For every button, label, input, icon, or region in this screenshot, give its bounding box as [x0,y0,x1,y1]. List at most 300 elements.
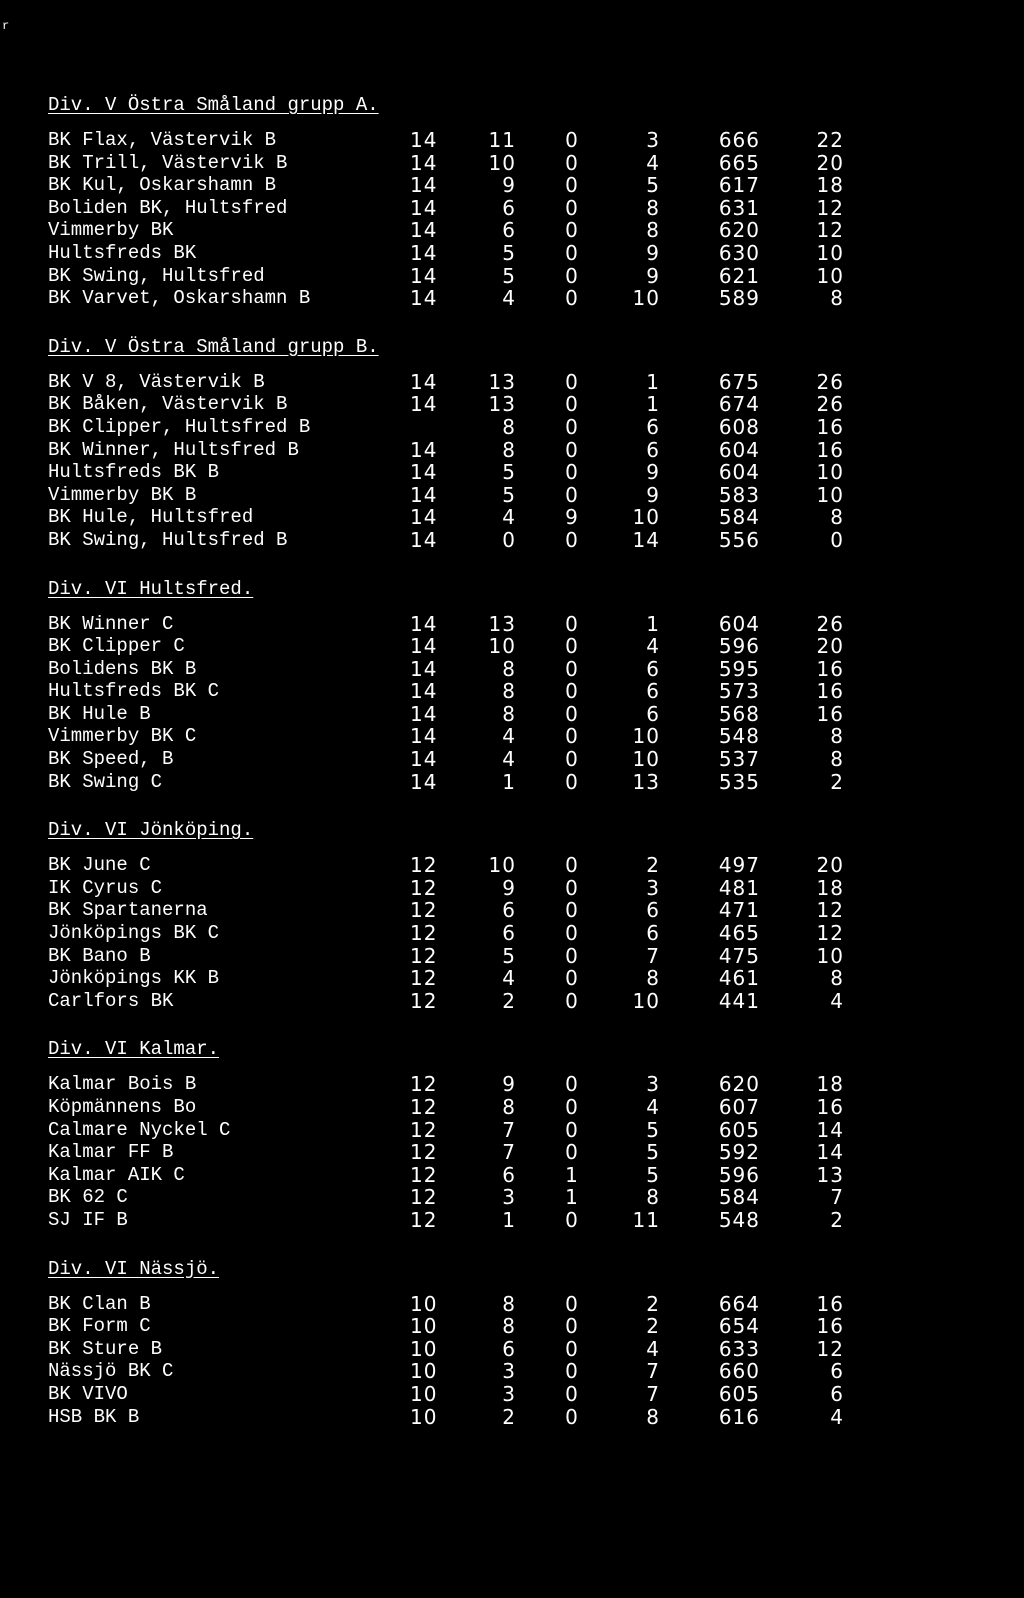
points: 4 [830,988,844,1013]
table-row [0,967,1024,990]
team-name: SJ IF B [48,1208,128,1231]
wins: 6 [502,218,516,243]
points: 10 [816,482,844,507]
games-played: 12 [410,1162,438,1187]
team-name: Hultsfreds BK C [48,680,220,703]
points: 16 [816,437,844,462]
games-played: 14 [410,369,438,394]
losses: 14 [632,527,660,552]
score: 573 [718,679,760,704]
losses: 6 [646,679,660,704]
games-played: 10 [410,1359,438,1384]
team-name: BK June C [48,854,151,877]
points: 26 [816,392,844,417]
points: 8 [830,747,844,772]
wins: 8 [502,437,516,462]
losses: 7 [646,1359,660,1384]
score: 592 [718,1140,760,1165]
games-played: 14 [410,195,438,220]
team-name: Carlfors BK [48,989,174,1012]
team-name: Jönköpings KK B [48,967,220,990]
games-played: 12 [410,898,438,923]
wins: 13 [488,392,516,417]
draws: 0 [565,988,579,1013]
score: 620 [718,218,760,243]
table-row [0,725,1024,748]
division-section [0,1258,1024,1429]
table-row [0,393,1024,416]
division-heading [0,1038,1024,1061]
score: 617 [718,173,760,198]
score: 607 [718,1095,760,1119]
score: 584 [718,1185,760,1210]
table-row [0,1293,1024,1316]
games-played: 14 [410,286,438,311]
draws: 0 [565,1291,579,1316]
division-heading [0,1258,1024,1281]
draws: 0 [565,966,579,991]
draws: 9 [565,505,579,530]
team-name: BK Bano B [48,944,151,967]
points: 16 [816,414,844,439]
wins: 6 [502,921,516,946]
wins: 6 [502,1162,516,1187]
losses: 4 [646,1095,660,1119]
losses: 9 [646,460,660,485]
wins: 1 [502,1207,516,1232]
draws: 0 [565,460,579,485]
table-row [0,197,1024,220]
table-row [0,658,1024,681]
draws: 0 [565,1314,579,1339]
score: 548 [718,1207,760,1232]
team-name: BK V 8, Västervik B [48,370,265,393]
score: 675 [718,369,760,394]
draws: 0 [565,1381,579,1406]
division-heading [0,336,1024,359]
points: 6 [830,1381,844,1406]
games-played: 14 [410,747,438,772]
wins: 10 [488,150,516,175]
draws: 0 [565,263,579,288]
score: 630 [718,240,760,265]
team-name: Kalmar AIK C [48,1163,185,1186]
score: 548 [718,724,760,749]
draws: 0 [565,1140,579,1165]
draws: 0 [565,1359,579,1384]
score: 631 [718,195,760,220]
draws: 0 [565,679,579,704]
losses: 6 [646,921,660,946]
table-row [0,922,1024,945]
team-name: BK Winner, Hultsfred B [48,438,299,461]
points: 26 [816,369,844,394]
team-name: Hultsfreds BK [48,241,197,264]
wins: 3 [502,1185,516,1210]
losses: 10 [632,286,660,311]
draws: 0 [565,195,579,220]
team-name: IK Cyrus C [48,876,163,899]
games-played: 14 [410,392,438,417]
games-played: 14 [410,150,438,175]
losses: 10 [632,505,660,530]
points: 4 [830,1404,844,1429]
points: 26 [816,611,844,636]
table-row [0,529,1024,552]
wins: 5 [502,482,516,507]
score: 589 [718,286,760,311]
points: 10 [816,263,844,288]
losses: 5 [646,1140,660,1165]
losses: 1 [646,392,660,417]
wins: 4 [502,966,516,991]
draws: 0 [565,898,579,923]
table-row [0,1360,1024,1383]
team-name: Nässjö BK C [48,1360,174,1383]
losses: 7 [646,943,660,968]
team-name: Kalmar FF B [48,1141,174,1164]
games-played: 12 [410,988,438,1013]
score: 497 [718,853,760,878]
division-section [0,1038,1024,1231]
wins: 10 [488,853,516,878]
games-played: 12 [410,966,438,991]
table-row [0,771,1024,794]
wins: 6 [502,898,516,923]
draws: 1 [565,1185,579,1210]
losses: 5 [646,1117,660,1142]
score: 605 [718,1381,760,1406]
games-played: 14 [410,218,438,243]
draws: 0 [565,392,579,417]
table-row [0,484,1024,507]
score: 441 [718,988,760,1013]
score: 605 [718,1117,760,1142]
score: 584 [718,505,760,530]
points: 2 [830,769,844,794]
wins: 5 [502,263,516,288]
games-played: 12 [410,1095,438,1119]
division-title: Div. V Östra Småland grupp A. [48,94,379,116]
losses: 10 [632,747,660,772]
division-title: Div. VI Kalmar. [48,1038,220,1061]
draws: 0 [565,875,579,900]
points: 7 [830,1185,844,1210]
wins: 4 [502,505,516,530]
games-played: 12 [410,943,438,968]
score: 475 [718,943,760,968]
points: 18 [816,173,844,198]
team-name: Boliden BK, Hultsfred [48,196,288,219]
points: 12 [816,898,844,923]
games-played: 14 [410,505,438,530]
wins: 7 [502,1140,516,1165]
table-row [0,371,1024,394]
draws: 0 [565,921,579,946]
table-row [0,219,1024,242]
team-name: Vimmerby BK B [48,483,197,506]
wins: 6 [502,195,516,220]
division-section [0,94,1024,310]
table-row [0,1119,1024,1142]
draws: 0 [565,1117,579,1142]
table-row [0,635,1024,658]
points: 2 [830,1207,844,1232]
games-played: 10 [410,1381,438,1406]
team-name: BK Swing, Hultsfred B [48,528,288,551]
points: 20 [816,853,844,878]
losses: 10 [632,724,660,749]
wins: 1 [502,769,516,794]
table-row [0,1141,1024,1164]
losses: 6 [646,701,660,726]
wins: 4 [502,724,516,749]
division-title: Div. V Östra Småland grupp B. [48,335,379,358]
division-title: Div. VI Nässjö. [48,1257,220,1280]
corner-mark: r [2,19,10,33]
table-row [0,899,1024,922]
score: 665 [718,150,760,175]
games-played: 12 [410,853,438,878]
team-name: BK Clipper, Hultsfred B [48,415,311,438]
losses: 8 [646,1185,660,1210]
team-name: BK Båken, Västervik B [48,393,288,416]
score: 620 [718,1072,760,1097]
draws: 0 [565,634,579,659]
points: 10 [816,460,844,485]
table-row [0,990,1024,1013]
games-played: 14 [410,701,438,726]
games-played: 14 [410,173,438,198]
losses: 4 [646,1336,660,1361]
score: 556 [718,527,760,552]
draws: 0 [565,656,579,681]
draws: 0 [565,724,579,749]
team-name: BK Sture B [48,1337,163,1360]
losses: 1 [646,369,660,394]
wins: 8 [502,656,516,681]
games-played: 14 [410,437,438,462]
score: 583 [718,482,760,507]
points: 16 [816,679,844,704]
team-name: BK Form C [48,1315,151,1338]
division-title: Div. VI Hultsfred. [48,577,254,600]
score: 621 [718,263,760,288]
table-row [0,613,1024,636]
score: 537 [718,747,760,772]
wins: 8 [502,701,516,726]
losses: 4 [646,634,660,659]
wins: 5 [502,240,516,265]
losses: 8 [646,1404,660,1429]
points: 16 [816,1314,844,1339]
wins: 13 [488,611,516,636]
games-played: 14 [410,263,438,288]
points: 14 [816,1117,844,1142]
games-played: 14 [410,240,438,265]
table-row [0,877,1024,900]
points: 12 [816,195,844,220]
team-name: Köpmännens Bo [48,1096,197,1118]
games-played: 14 [410,724,438,749]
division-section [0,336,1024,552]
wins: 11 [488,128,516,152]
losses: 5 [646,1162,660,1187]
team-name: BK VIVO [48,1382,128,1405]
points: 8 [830,505,844,530]
table-row [0,1406,1024,1429]
losses: 6 [646,656,660,681]
draws: 0 [565,482,579,507]
losses: 13 [632,769,660,794]
table-row [0,703,1024,726]
games-played: 12 [410,875,438,900]
score: 461 [718,966,760,991]
table-row [0,1209,1024,1232]
games-played: 12 [410,1185,438,1210]
games-played: 14 [410,611,438,636]
wins: 8 [502,679,516,704]
wins: 4 [502,286,516,311]
games-played: 14 [410,482,438,507]
draws: 0 [565,611,579,636]
games-played: 10 [410,1404,438,1429]
wins: 3 [502,1359,516,1384]
team-name: Kalmar Bois B [48,1073,197,1096]
games-played: 14 [410,527,438,552]
points: 10 [816,943,844,968]
table-row [0,174,1024,197]
games-played: 14 [410,656,438,681]
score: 481 [718,875,760,900]
table-row [0,439,1024,462]
points: 12 [816,921,844,946]
wins: 9 [502,1072,516,1097]
draws: 0 [565,769,579,794]
table-row [0,1383,1024,1406]
score: 595 [718,656,760,681]
score: 604 [718,460,760,485]
draws: 0 [565,1404,579,1429]
points: 16 [816,701,844,726]
team-name: BK Clipper C [48,635,185,658]
team-name: BK Clan B [48,1292,151,1315]
table-row [0,945,1024,968]
losses: 7 [646,1381,660,1406]
team-name: BK Hule, Hultsfred [48,506,254,529]
team-name: Vimmerby BK [48,219,174,242]
table-row [0,242,1024,265]
wins: 8 [502,414,516,439]
draws: 1 [565,1162,579,1187]
division-section [0,819,1024,1012]
draws: 0 [565,1095,579,1119]
table-row [0,1073,1024,1096]
games-played: 10 [410,1314,438,1339]
score: 633 [718,1336,760,1361]
score: 471 [718,898,760,923]
draws: 0 [565,853,579,878]
score: 596 [718,1162,760,1187]
games-played: 10 [410,1336,438,1361]
score: 616 [718,1404,760,1429]
team-name: BK Speed, B [48,748,174,771]
table-row [0,1164,1024,1187]
table-row [0,506,1024,529]
team-name: Hultsfreds BK B [48,461,220,484]
games-played: 12 [410,1117,438,1142]
team-name: Jönköpings BK C [48,922,220,945]
games-played: 14 [410,769,438,794]
points: 16 [816,1291,844,1316]
games-played: 14 [410,679,438,704]
losses: 3 [646,1072,660,1097]
score: 465 [718,921,760,946]
division-heading [0,819,1024,842]
table-row [0,265,1024,288]
team-name: BK Swing, Hultsfred [48,264,265,287]
wins: 7 [502,1117,516,1142]
wins: 8 [502,1291,516,1316]
losses: 2 [646,853,660,878]
wins: 0 [502,527,516,552]
draws: 0 [565,286,579,311]
games-played: 12 [410,1072,438,1097]
wins: 2 [502,988,516,1013]
points: 10 [816,240,844,265]
team-name: BK Varvet, Oskarshamn B [48,287,311,310]
team-name: Bolidens BK B [48,657,197,680]
points: 12 [816,218,844,243]
score: 666 [718,128,760,152]
points: 16 [816,1095,844,1119]
draws: 0 [565,218,579,243]
losses: 5 [646,173,660,198]
losses: 6 [646,898,660,923]
score: 535 [718,769,760,794]
losses: 9 [646,482,660,507]
draws: 0 [565,527,579,552]
points: 22 [816,128,844,152]
table-row [0,461,1024,484]
draws: 0 [565,369,579,394]
draws: 0 [565,173,579,198]
table-row [0,1096,1024,1119]
table-row [0,1338,1024,1361]
team-name: BK Swing C [48,770,163,793]
losses: 6 [646,414,660,439]
losses: 2 [646,1314,660,1339]
table-row [0,680,1024,703]
division-heading [0,578,1024,601]
draws: 0 [565,414,579,439]
points: 13 [816,1162,844,1187]
table-row [0,287,1024,310]
points: 20 [816,634,844,659]
wins: 5 [502,460,516,485]
losses: 9 [646,240,660,265]
team-name: HSB BK B [48,1405,140,1428]
wins: 13 [488,369,516,394]
team-name: BK Kul, Oskarshamn B [48,174,277,197]
draws: 0 [565,1336,579,1361]
draws: 0 [565,747,579,772]
points: 0 [830,527,844,552]
wins: 6 [502,1336,516,1361]
losses: 3 [646,128,660,152]
standings-sheet [0,94,1024,1454]
draws: 0 [565,437,579,462]
